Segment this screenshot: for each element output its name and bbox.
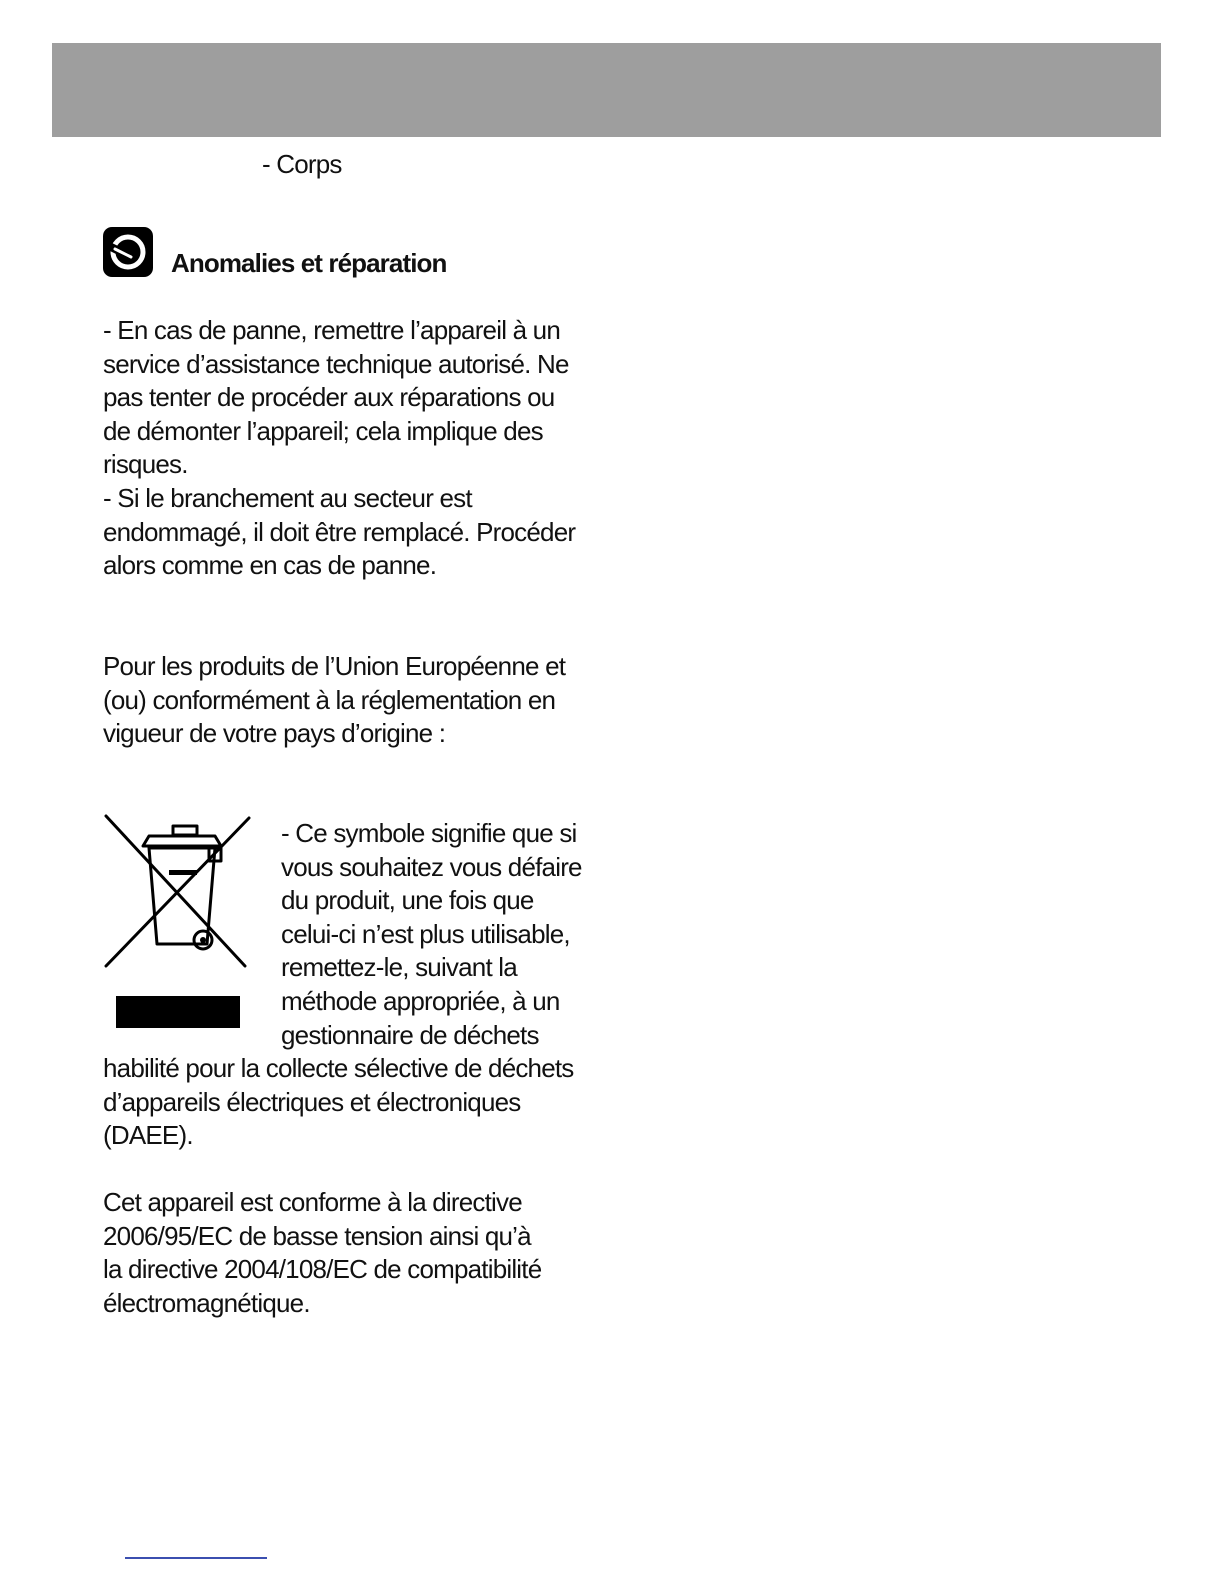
weee-side-paragraph [281,817,582,1052]
weee-line: d’appareils électriques et électroniques [103,1086,521,1117]
weee-line: - Ce symbole signifie que si [281,818,577,848]
repair-line: - En cas de panne, remettre l’appareil à un [103,315,560,345]
weee-line: gestionnaire de déchets [281,1019,539,1050]
directive-paragraph [103,1186,541,1320]
directive-line: la directive 2004/108/EC de compatibilité [103,1254,542,1285]
weee-line: celui-ci n’est plus utilisable, [281,918,570,949]
footer-rule [125,1557,267,1559]
weee-line: habilité pour la collecte sélective de déchets [103,1053,574,1083]
directive-line: électromagnétique. [103,1287,310,1318]
eu-line: (ou) conformément à la réglementation en [103,684,556,715]
repair-line: endommagé, il doit être remplacé. Procéder [103,516,576,547]
eu-line: Pour les produits de l’Union Européenne et [103,651,566,681]
weee-black-bar [116,996,240,1028]
repair-line: de démonter l’appareil; cela implique des [103,415,543,446]
weee-line: remettez-le, suivant la [281,952,517,983]
repair-paragraph [103,314,575,583]
weee-line: vous souhaitez vous défaire [281,851,582,882]
section-title: Anomalies et réparation [171,248,447,278]
wrench-circle-icon [103,227,153,277]
weee-line: du produit, une fois que [281,885,534,916]
corps-line: - Corps [262,149,342,179]
eu-paragraph [103,650,565,751]
repair-line: pas tenter de procéder aux réparations ou [103,382,555,413]
repair-line: service d’assistance technique autorisé. Ne [103,348,569,379]
repair-line: - Si le branchement au secteur est [103,482,472,513]
weee-continued-paragraph [103,1052,574,1153]
repair-line: alors comme en cas de panne. [103,550,437,581]
directive-line: Cet appareil est conforme à la directive [103,1187,522,1217]
directive-line: 2006/95/EC de basse tension ainsi qu’à [103,1220,531,1251]
crossed-out-wheelie-bin-icon [103,812,253,972]
repair-line: risques. [103,449,188,480]
weee-line: méthode appropriée, à un [281,985,560,1016]
header-band [52,43,1161,137]
eu-line: vigueur de votre pays d’origine : [103,718,446,749]
weee-line: (DAEE). [103,1120,193,1151]
